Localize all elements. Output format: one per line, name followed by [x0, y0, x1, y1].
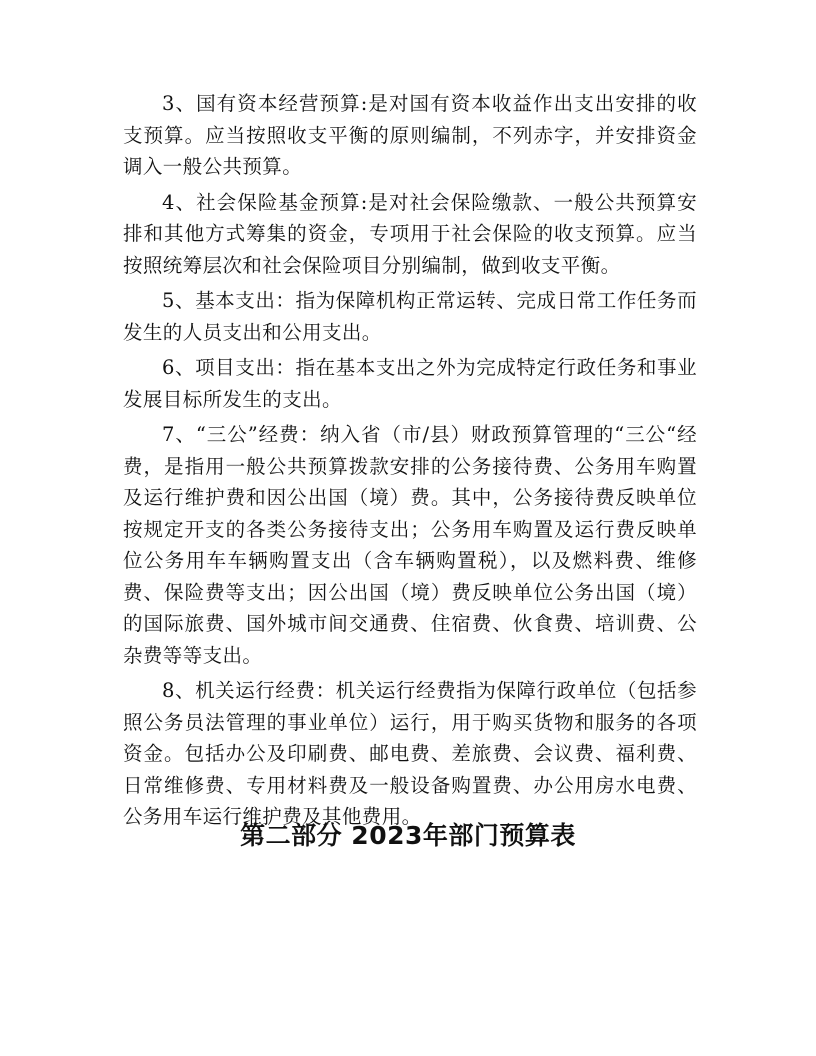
paragraph-social-insurance-fund-budget: 4、社会保险基金预算:是对社会保险缴款、一般公共预算安排和其他方式筹集的资金，专项用于社会保险的收支预算。应当按照统筹层次和社会保险项目分别编制，做到收支平衡。 — [123, 190, 697, 277]
section-heading: 第二部分 2023年部门预算表 — [240, 821, 576, 850]
paragraph-state-capital-budget: 3、国有资本经营预算:是对国有资本收益作出支出安排的收支预算。应当按照收支平衡的原则编制，不列赤字，并安排资金调入一般公共预算。 — [123, 92, 697, 178]
paragraph-agency-operating-expenses: 8、机关运行经费：机关运行经费指为保障行政单位（包括参照公务员法管理的事业单位）运行，用于购买货物和服务的各项资金。包括办公及印刷费、邮电费、差旅费、会议费、福利费、日常维修费、专用材料费及一般设备购置费、办公用房水电费、公务用车运行维护费及其他费用。 — [123, 679, 697, 828]
document-body — [123, 88, 697, 837]
paragraph-three-public-expenses: 7、“三公”经费：纳入省（市/县）财政预算管理的“三公“经费，是指用一般公共预算拨款安排的公务接待费、公务用车购置及运行维护费和因公出国（境）费。其中，公务接待费反映单位按规定开支的各类公务接待支出；公务用车购置及运行费反映单位公务用车车辆购置支出（含车辆购置税），以及燃料费、维修费、保险费等支出；因公出国（境）费反映单位公务出国（境）的国际旅费、国外城市间交通费、住宿费、伙食费、培训费、公杂费等等支出。 — [123, 423, 697, 667]
paragraph-basic-expenditure: 5、基本支出：指为保障机构正常运转、完成日常工作任务而发生的人员支出和公用支出。 — [123, 289, 697, 344]
paragraph-project-expenditure: 6、项目支出：指在基本支出之外为完成特定行政任务和事业发展目标所发生的支出。 — [123, 356, 697, 411]
